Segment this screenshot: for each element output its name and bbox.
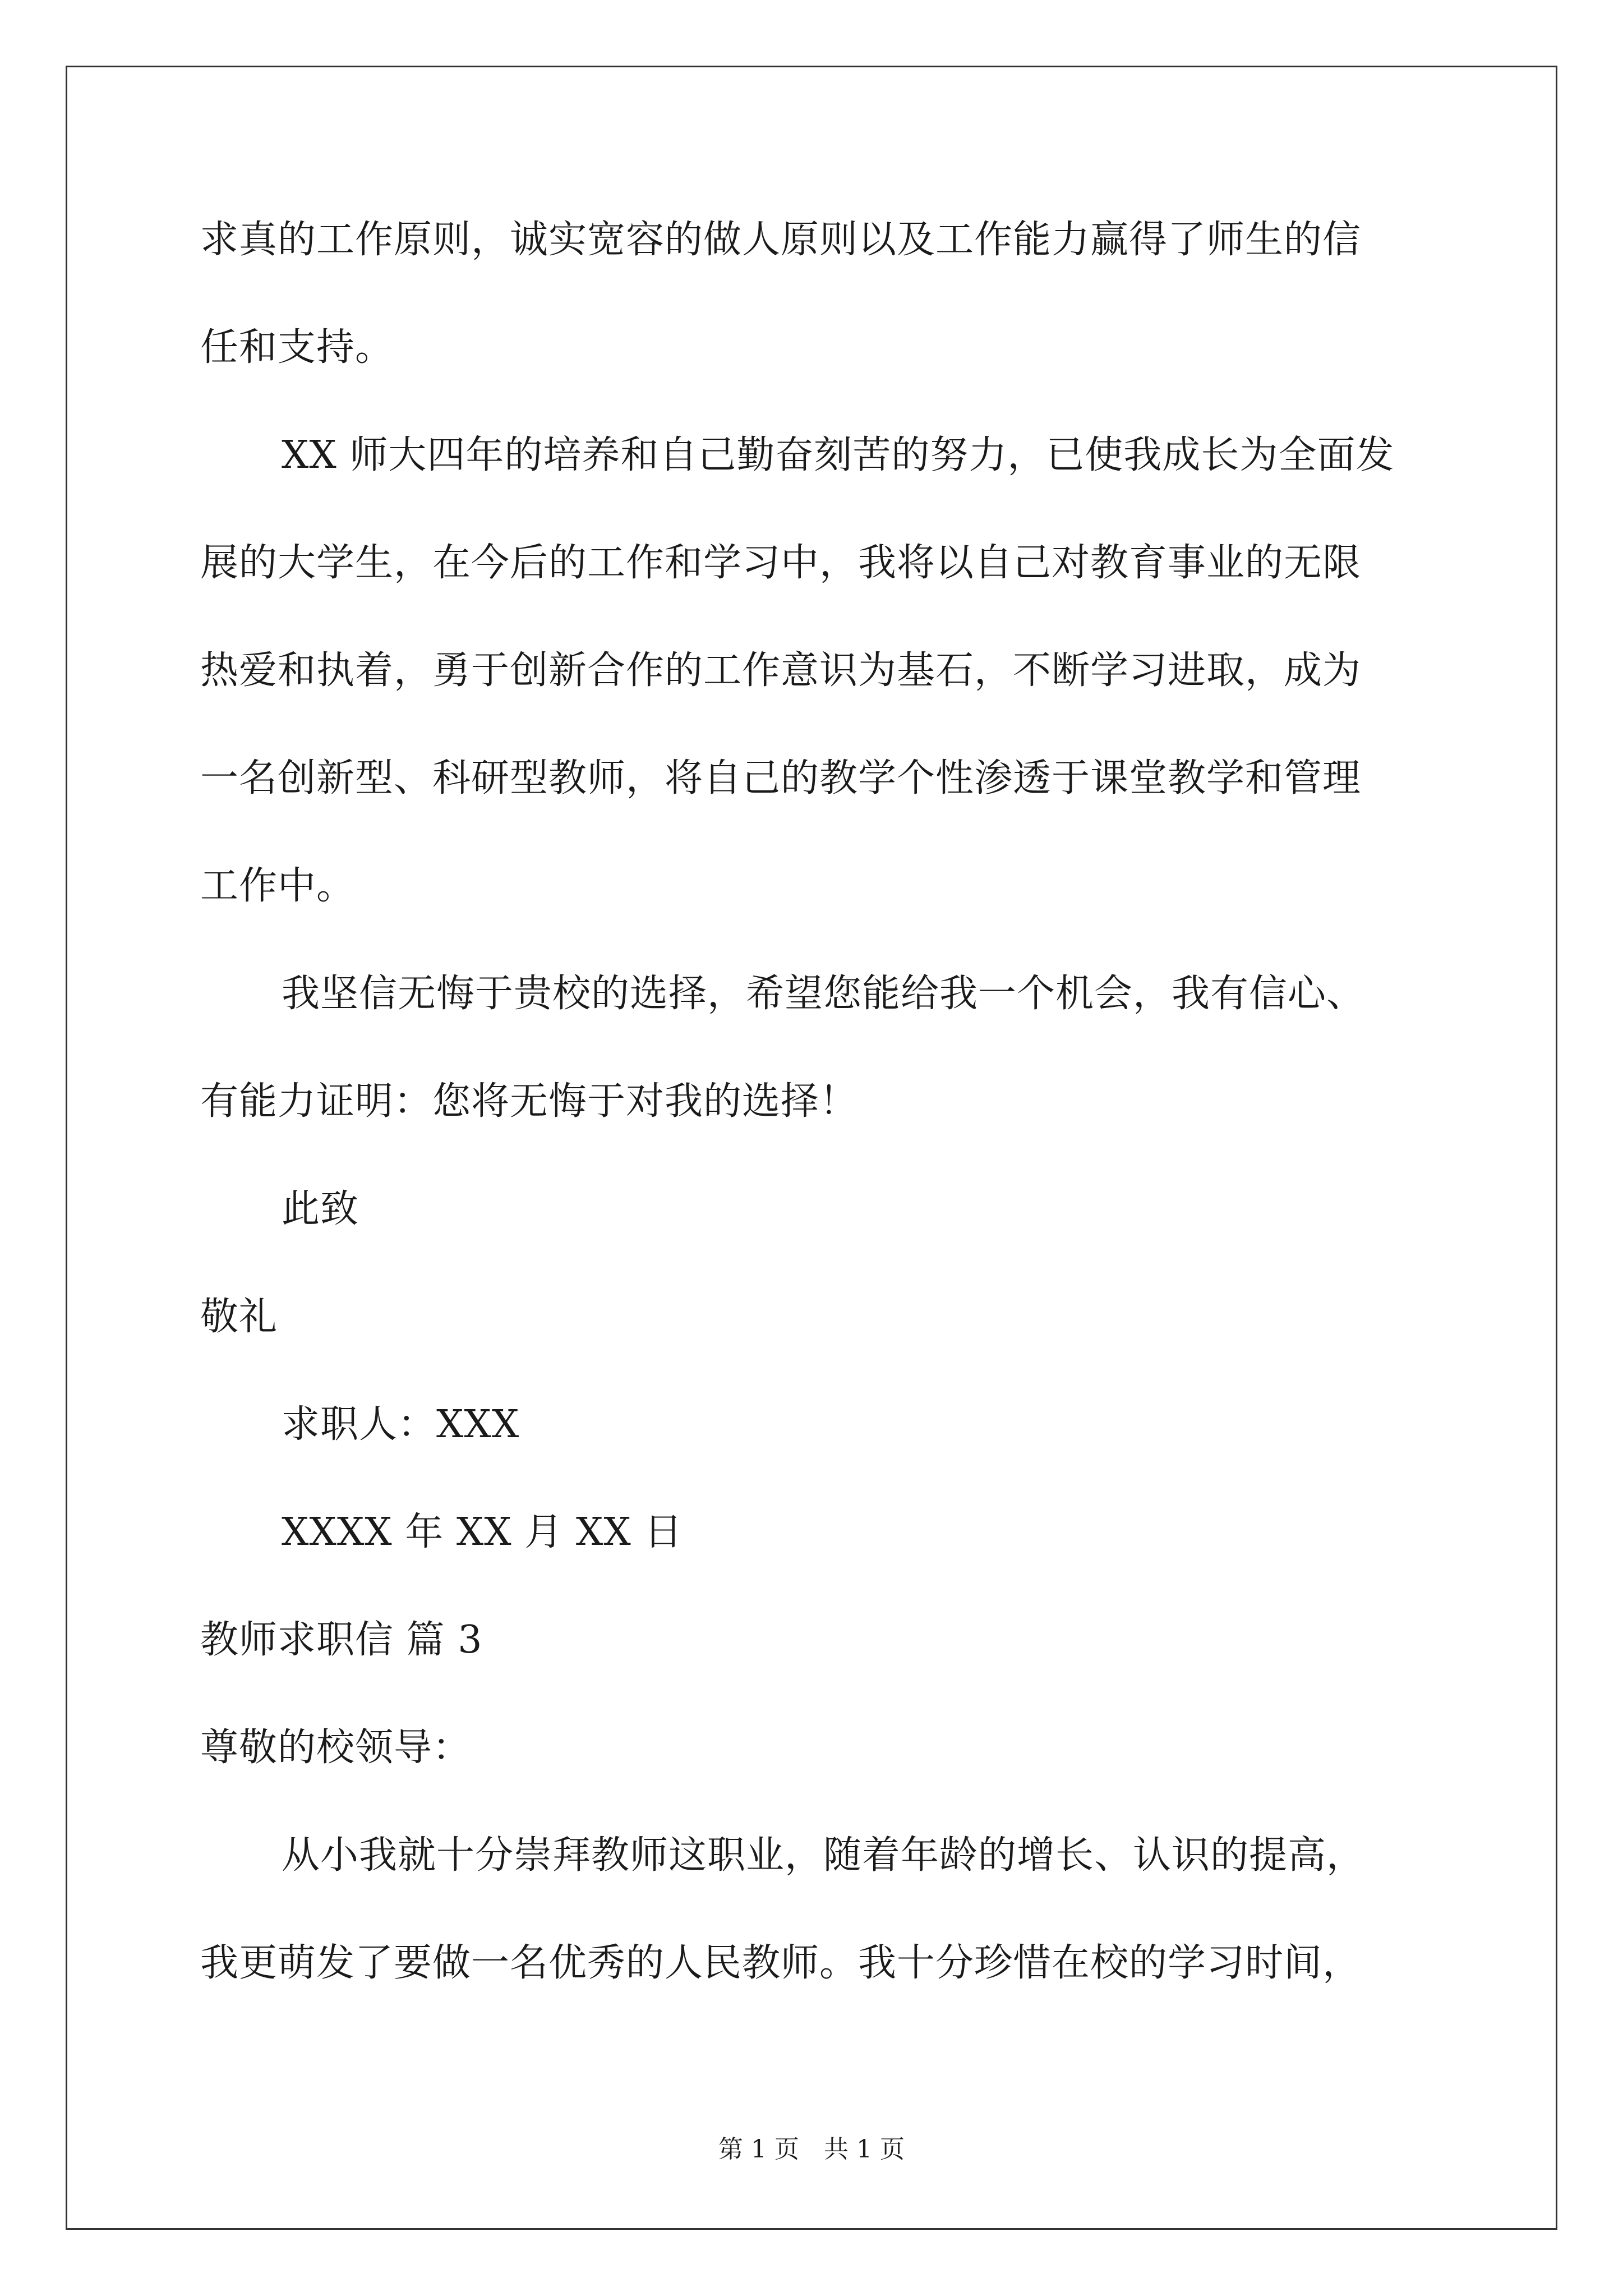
applicant-name: 求职人：XXX [282,1402,520,1447]
letter-date: XXXX 年 XX 月 XX 日 [282,1510,683,1554]
greeting: 尊敬的校领导： [200,1726,472,1770]
text-line: 我更萌发了要做一名优秀的人民教师。我十分珍惜在校的学习时间， [200,1941,1362,1985]
text-line: 展的大学生，在今后的工作和学习中，我将以自己对教育事业的无限 [200,541,1362,585]
text-line: 一名创新型、科研型教师，将自己的教学个性渗透于课堂教学和管理 [200,756,1362,800]
salutation-regards: 敬礼 [200,1295,278,1339]
page-border [66,66,1557,2230]
text-line: 从小我就十分崇拜教师这职业，随着年龄的增长、认识的提高， [282,1833,1366,1878]
text-line: XX 师大四年的培养和自己勤奋刻苦的努力，已使我成长为全面发 [282,433,1395,477]
text-line: 有能力证明：您将无悔于对我的选择！ [200,1079,859,1124]
text-line: 求真的工作原则，诚实宽容的做人原则以及工作能力赢得了师生的信 [200,218,1362,262]
salutation-closing: 此致 [282,1187,359,1231]
text-line: 我坚信无悔于贵校的选择，希望您能给我一个机会，我有信心、 [282,972,1366,1016]
page-footer: 第 1 页 共 1 页 [718,2135,905,2164]
text-line: 任和支持。 [200,325,394,370]
text-line: 工作中。 [200,864,356,908]
text-line: 热爱和执着，勇于创新合作的工作意识为基石，不断学习进取，成为 [200,648,1362,693]
section-heading: 教师求职信 篇 3 [200,1618,483,1662]
